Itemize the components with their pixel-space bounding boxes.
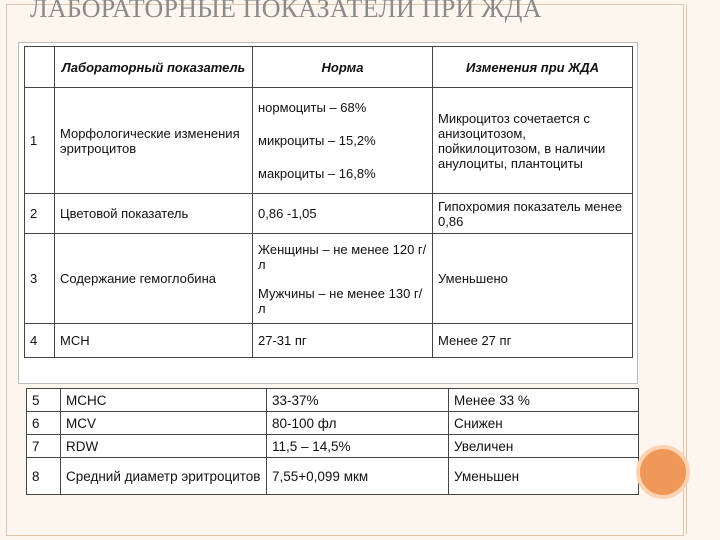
row-number: 6 — [27, 412, 61, 435]
table-row — [27, 435, 639, 458]
row-indicator: MCV — [61, 412, 267, 435]
header-indicator: Лабораторный показатель — [55, 47, 253, 88]
header-change: Изменения при ЖДА — [433, 47, 633, 88]
row-norm: 33-37% — [267, 389, 449, 412]
norm-line: микроциты – 15,2% — [258, 133, 376, 148]
row-change: Менее 33 % — [449, 389, 639, 412]
table-row — [27, 389, 639, 412]
row-norm: 7,55+0,099 мкм — [267, 458, 449, 495]
row-change: Уменьшен — [449, 458, 639, 495]
row-change: Микроцитоз сочетается с анизоцитозом, пойкилоцитозом, в наличии анулоциты, плантоциты — [433, 88, 633, 194]
table-row — [25, 194, 633, 234]
row-number: 1 — [25, 88, 55, 194]
table-row — [25, 88, 633, 194]
row-norm: 80-100 фл — [267, 412, 449, 435]
row-norm: 27-31 пг — [253, 324, 433, 358]
lab-indicators-table — [24, 46, 633, 358]
table-row — [25, 234, 633, 324]
row-number: 4 — [25, 324, 55, 358]
row-change: Уменьшено — [433, 234, 633, 324]
table-row — [27, 412, 639, 435]
table-row — [25, 324, 633, 358]
row-indicator: МСН — [55, 324, 253, 358]
row-number: 3 — [25, 234, 55, 324]
norm-line: Женщины – не менее 120 г/л — [258, 241, 427, 272]
slide-frame-line — [686, 4, 687, 534]
header-number — [25, 47, 55, 88]
norm-line: нормоциты – 68% — [258, 100, 367, 115]
norm-line: Мужчины – не менее 130 г/л — [258, 285, 423, 316]
row-change: Снижен — [449, 412, 639, 435]
row-change: Менее 27 пг — [433, 324, 633, 358]
row-number: 8 — [27, 458, 61, 495]
row-number: 2 — [25, 194, 55, 234]
header-norm: Норма — [253, 47, 433, 88]
norm-line: макроциты – 16,8% — [258, 166, 376, 181]
lab-indicators-table-continued — [26, 388, 639, 495]
row-norm — [253, 234, 433, 324]
row-indicator: Морфологические изменения эритроцитов — [55, 88, 253, 194]
row-indicator: MCHC — [61, 389, 267, 412]
table-row — [27, 458, 639, 495]
decorative-circle — [636, 445, 690, 499]
row-norm — [253, 88, 433, 194]
row-indicator: RDW — [61, 435, 267, 458]
row-indicator: Средний диаметр эритроцитов — [61, 458, 267, 495]
row-number: 5 — [27, 389, 61, 412]
row-norm: 0,86 -1,05 — [253, 194, 433, 234]
row-indicator: Цветовой показатель — [55, 194, 253, 234]
row-change: Увеличен — [449, 435, 639, 458]
slide-title: ЛАБОРАТОРНЫЕ ПОКАЗАТЕЛИ ПРИ ЖДА — [30, 0, 542, 23]
row-norm: 11,5 – 14,5% — [267, 435, 449, 458]
table-header-row — [25, 47, 633, 88]
row-change: Гипохромия показатель менее 0,86 — [433, 194, 633, 234]
row-number: 7 — [27, 435, 61, 458]
row-indicator: Содержание гемоглобина — [55, 234, 253, 324]
